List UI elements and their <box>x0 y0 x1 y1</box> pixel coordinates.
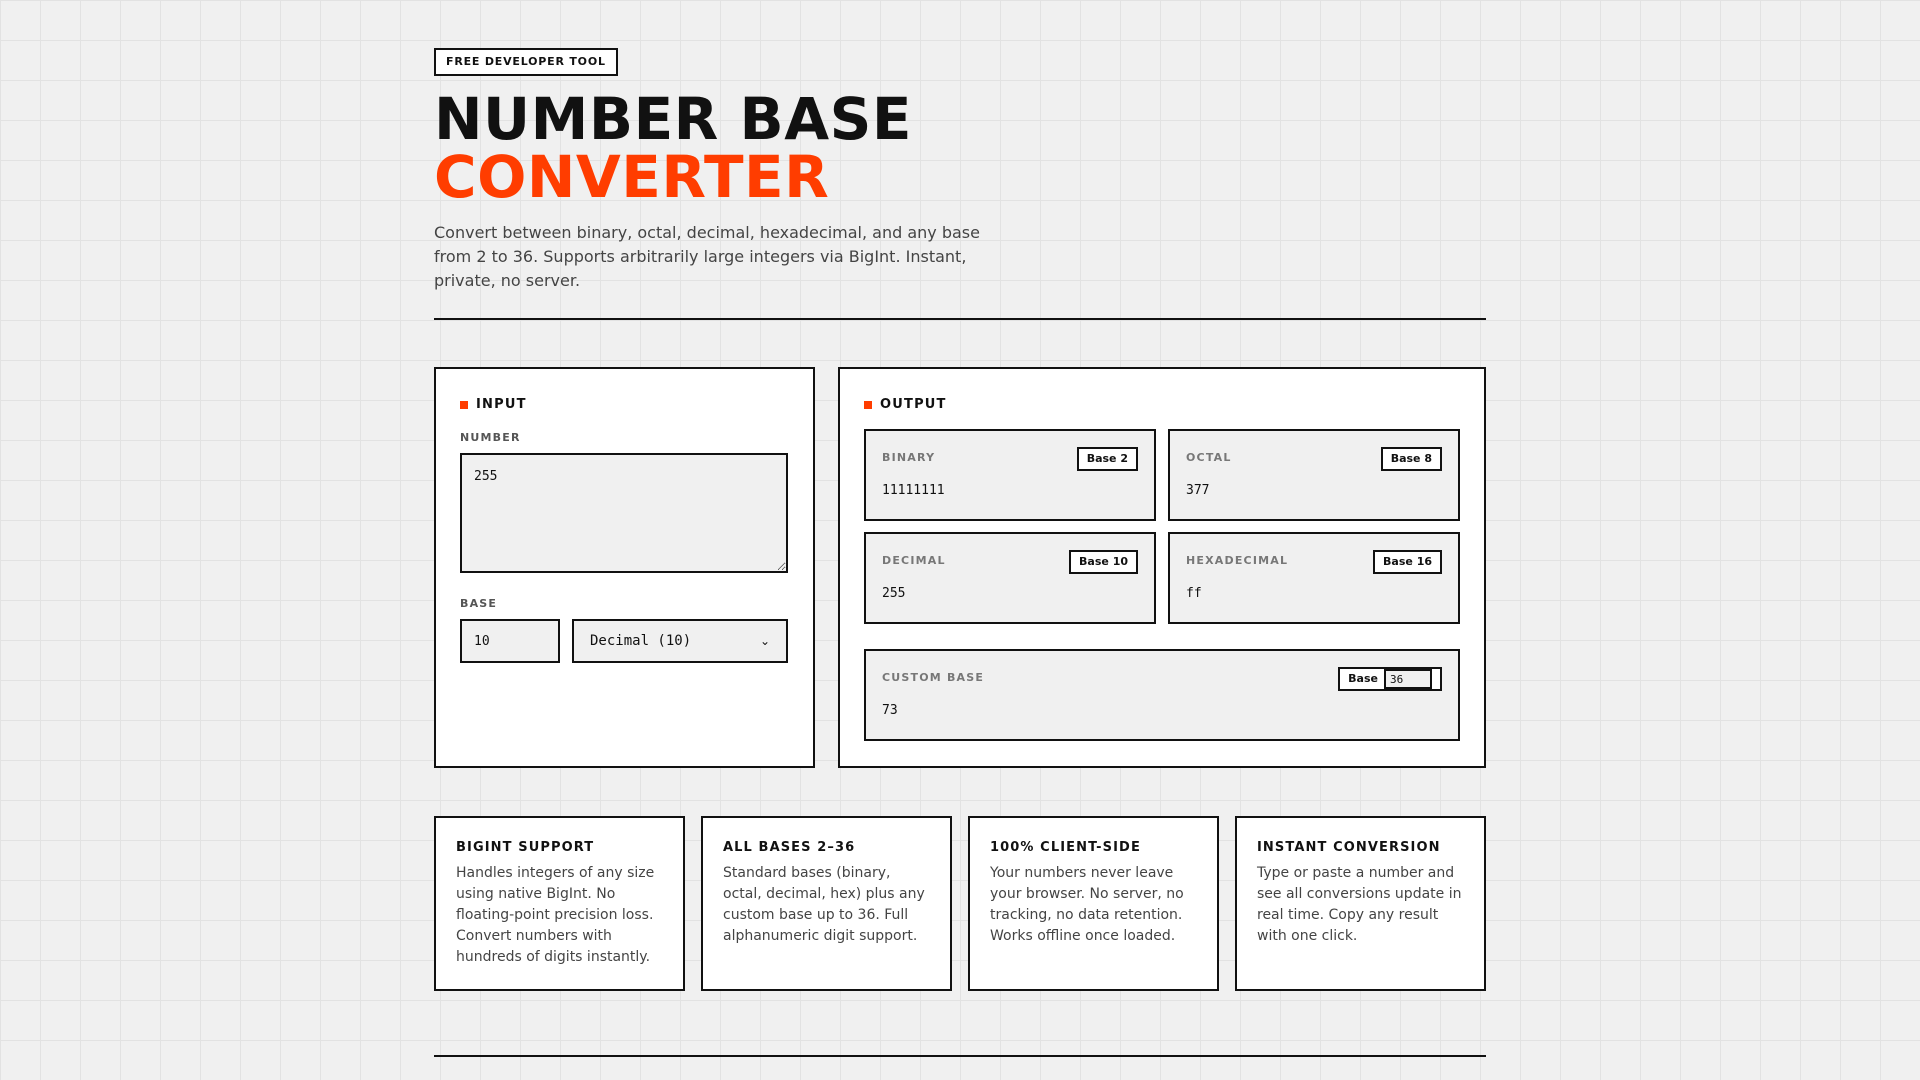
output-heading-label: OUTPUT <box>880 397 947 412</box>
custom-base-tag-label: Base <box>1348 672 1378 685</box>
decimal-base-tag: Base 10 <box>1069 550 1138 574</box>
chevron-down-icon: ⌄ <box>759 634 770 648</box>
feature-text: Type or paste a number and see all conversions update in real time. Copy any result with one click. <box>1257 865 1462 944</box>
input-panel <box>434 367 815 768</box>
hex-value[interactable]: ff <box>1186 586 1202 601</box>
custom-base-value[interactable]: 73 <box>882 703 898 718</box>
feature-title: INSTANT CONVERSION <box>1257 840 1441 855</box>
feature-card-client-side <box>968 816 1219 991</box>
base-label: BASE <box>460 597 498 610</box>
output-panel <box>838 367 1486 768</box>
feature-card-bases <box>701 816 952 991</box>
octal-base-tag: Base 8 <box>1381 447 1442 471</box>
tool-badge: FREE DEVELOPER TOOL <box>434 48 618 76</box>
feature-text: Standard bases (binary, octal, decimal, hex) plus any custom base up to 36. Full alphanumeric digit support. <box>723 865 925 944</box>
top-divider <box>434 318 1486 320</box>
octal-result-card[interactable] <box>1168 429 1460 521</box>
accent-square-icon <box>864 401 872 409</box>
custom-base-result-card[interactable] <box>864 649 1460 741</box>
number-input[interactable] <box>460 453 788 573</box>
octal-label: OCTAL <box>1186 451 1232 464</box>
title-line-2: CONVERTER <box>434 143 830 211</box>
feature-text: Your numbers never leave your browser. No server, no tracking, no data retention. Works offline once loaded. <box>990 865 1184 944</box>
hex-label: HEXADECIMAL <box>1186 554 1289 567</box>
feature-text: Handles integers of any size using native BigInt. No floating-point precision loss. Convert numbers with hundreds of digits instantly. <box>456 865 655 965</box>
feature-title: BIGINT SUPPORT <box>456 840 595 855</box>
input-panel-heading <box>460 397 527 412</box>
feature-title: 100% CLIENT-SIDE <box>990 840 1141 855</box>
custom-base-tag <box>1338 667 1442 691</box>
bottom-divider <box>434 1055 1486 1057</box>
decimal-value[interactable]: 255 <box>882 586 906 601</box>
number-label: NUMBER <box>460 431 521 444</box>
base-select-value: Decimal (10) <box>590 633 692 649</box>
title-line-1: NUMBER BASE <box>434 85 913 153</box>
decimal-label: DECIMAL <box>882 554 946 567</box>
page-title <box>434 85 913 211</box>
accent-square-icon <box>460 401 468 409</box>
hex-base-tag: Base 16 <box>1373 550 1442 574</box>
feature-card-bigint <box>434 816 685 991</box>
custom-base-label: CUSTOM BASE <box>882 671 985 684</box>
hex-result-card[interactable] <box>1168 532 1460 624</box>
octal-value[interactable]: 377 <box>1186 483 1210 498</box>
binary-base-tag: Base 2 <box>1077 447 1138 471</box>
output-panel-heading <box>864 397 947 412</box>
custom-base-input[interactable] <box>1384 669 1432 689</box>
binary-value[interactable]: 11111111 <box>882 483 945 498</box>
page-description: Convert between binary, octal, decimal, hexadecimal, and any base from 2 to 36. Supports arbitrarily large integers via BigInt. Instant, private, no server. <box>434 223 980 290</box>
input-heading-label: INPUT <box>476 397 527 412</box>
decimal-result-card[interactable] <box>864 532 1156 624</box>
binary-label: BINARY <box>882 451 936 464</box>
binary-result-card[interactable] <box>864 429 1156 521</box>
feature-title: ALL BASES 2–36 <box>723 840 856 855</box>
base-select[interactable] <box>572 619 788 663</box>
base-input[interactable] <box>460 619 560 663</box>
feature-card-instant <box>1235 816 1486 991</box>
